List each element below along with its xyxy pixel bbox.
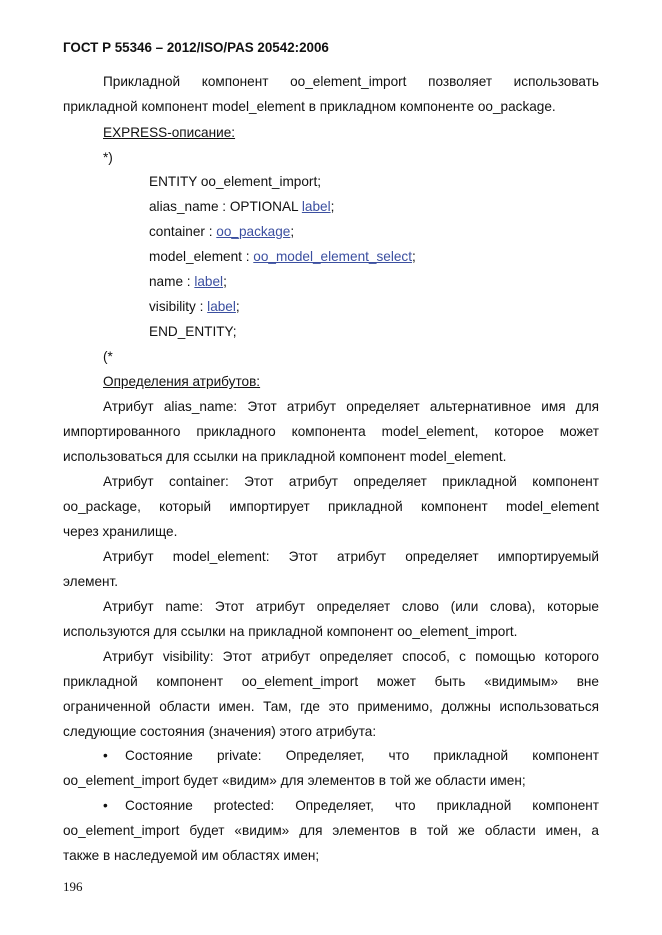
bullet-protected-line-2: oo_element_import будет «видим» для элементов в той же области имен, а (63, 823, 599, 838)
model-element-def-line-1: Атрибут model_element: Этот атрибут определяет импортируемый (103, 549, 599, 564)
visibility-def-line-4: следующие состояния (значения) этого атрибута: (63, 724, 377, 739)
container-def-line-1: Атрибут container: Этот атрибут определяет прикладной компонент (103, 474, 599, 489)
bullet-marker: • (103, 798, 108, 813)
model-element-def-line-2: элемент. (63, 574, 119, 589)
open-comment: *) (103, 150, 113, 165)
alias-name-def-line-1: Атрибут alias_name: Этот атрибут определяет альтернативное имя для (103, 399, 599, 414)
container-def-line-2: oo_package, который импортирует прикладной компонент model_element (63, 499, 599, 514)
label-type-link[interactable]: label (207, 299, 236, 314)
page-number: 196 (63, 879, 83, 894)
container-def-line-3: через хранилище. (63, 524, 178, 539)
alias-name-def-line-3: использоваться для ссылки на прикладной компонент model_element. (63, 449, 507, 464)
code-visibility: visibility : label; (149, 299, 240, 314)
code-end-entity: END_ENTITY; (149, 324, 237, 339)
visibility-def-line-2: прикладной компонент oo_element_import может быть «видимым» вне (63, 674, 599, 689)
code-entity: ENTITY oo_element_import; (149, 174, 322, 189)
express-heading: EXPRESS-описание: (103, 125, 236, 140)
code-container: container : oo_package; (149, 224, 295, 239)
bullet-private-line-2: oo_element_import будет «видим» для элементов в той же области имен; (63, 773, 526, 788)
bullet-protected-line-3: также в наследуемой им областях имен; (63, 848, 320, 863)
bullet-private-line-1: • Состояние private: Определяет, что прикладной компонент (103, 748, 599, 763)
oo-package-type-link[interactable]: oo_package (216, 224, 291, 239)
bullet-marker: • (103, 748, 108, 763)
name-def-line-2: используются для ссылки на прикладной компонент oo_element_import. (63, 624, 518, 639)
label-type-link[interactable]: label (194, 274, 224, 289)
code-model-element: model_element : oo_model_element_select; (149, 249, 416, 264)
label-type-link[interactable]: label (301, 199, 331, 214)
oo-model-element-select-link[interactable]: oo_model_element_select (253, 249, 412, 264)
visibility-def-line-3: ограниченной области имен. Там, где это применимо, должны использоваться (63, 699, 599, 714)
code-alias-name: alias_name : OPTIONAL label; (149, 199, 335, 214)
close-comment: (* (103, 349, 113, 364)
visibility-def-line-1: Атрибут visibility: Этот атрибут определяет способ, с помощью которого (103, 649, 599, 664)
intro-line-1: Прикладной компонент oo_element_import позволяет использовать (103, 74, 599, 89)
bullet-protected-line-1: • Состояние protected: Определяет, что прикладной компонент (103, 798, 599, 813)
attributes-heading: Определения атрибутов: (103, 374, 261, 389)
page-header: ГОСТ Р 55346 – 2012/ISO/PAS 20542:2006 (63, 40, 329, 55)
intro-line-2: прикладной компонент model_element в прикладном компоненте oo_package. (63, 99, 556, 114)
code-name: name : label; (149, 274, 227, 289)
name-def-line-1: Атрибут name: Этот атрибут определяет слово (или слова), которые (103, 599, 599, 614)
alias-name-def-line-2: импортированного прикладного компонента model_element, которое может (63, 424, 599, 439)
